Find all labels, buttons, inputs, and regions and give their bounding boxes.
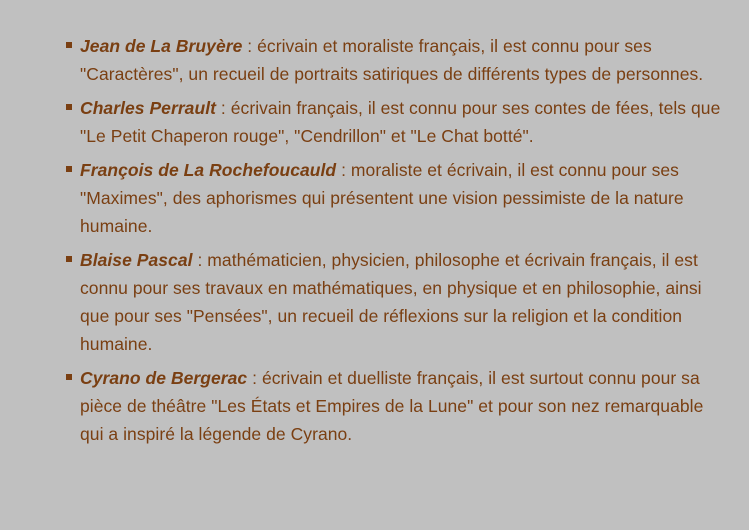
author-description: : écrivain et duelliste français, il est surtout connu pour sa pièce de théâtre "Les États et Empires de la Lune" et pour son nez remarquable qui a inspiré la légende de Cyrano. (80, 368, 704, 444)
list-item (66, 246, 726, 358)
author-list (66, 32, 726, 454)
author-description: : moraliste et écrivain, il est connu pour ses "Maximes", des aphorismes qui présentent une vision pessimiste de la nature humaine. (80, 160, 684, 236)
author-name: Jean de La Bruyère (80, 36, 243, 56)
author-name: François de La Rochefoucauld (80, 160, 337, 180)
author-name: Charles Perrault (80, 98, 216, 118)
author-description: : écrivain français, il est connu pour ses contes de fées, tels que "Le Petit Chaperon rouge", "Cendrillon" et "Le Chat botté". (80, 98, 721, 146)
square-bullet-icon (66, 166, 72, 172)
square-bullet-icon (66, 256, 72, 262)
list-item (66, 364, 726, 448)
author-name: Cyrano de Bergerac (80, 368, 248, 388)
list-item (66, 32, 726, 88)
square-bullet-icon (66, 42, 72, 48)
list-item (66, 94, 726, 150)
list-item (66, 156, 726, 240)
square-bullet-icon (66, 374, 72, 380)
author-description: : mathématicien, physicien, philosophe et écrivain français, il est connu pour ses travaux en mathématiques, en physique et en philosophie, ainsi que pour ses "Pensées", un recueil de réflexions sur la religion et la condition humaine. (80, 250, 702, 354)
author-name: Blaise Pascal (80, 250, 193, 270)
author-description: : écrivain et moraliste français, il est connu pour ses "Caractères", un recueil de portraits satiriques de différents types de personnes. (80, 36, 704, 84)
square-bullet-icon (66, 104, 72, 110)
